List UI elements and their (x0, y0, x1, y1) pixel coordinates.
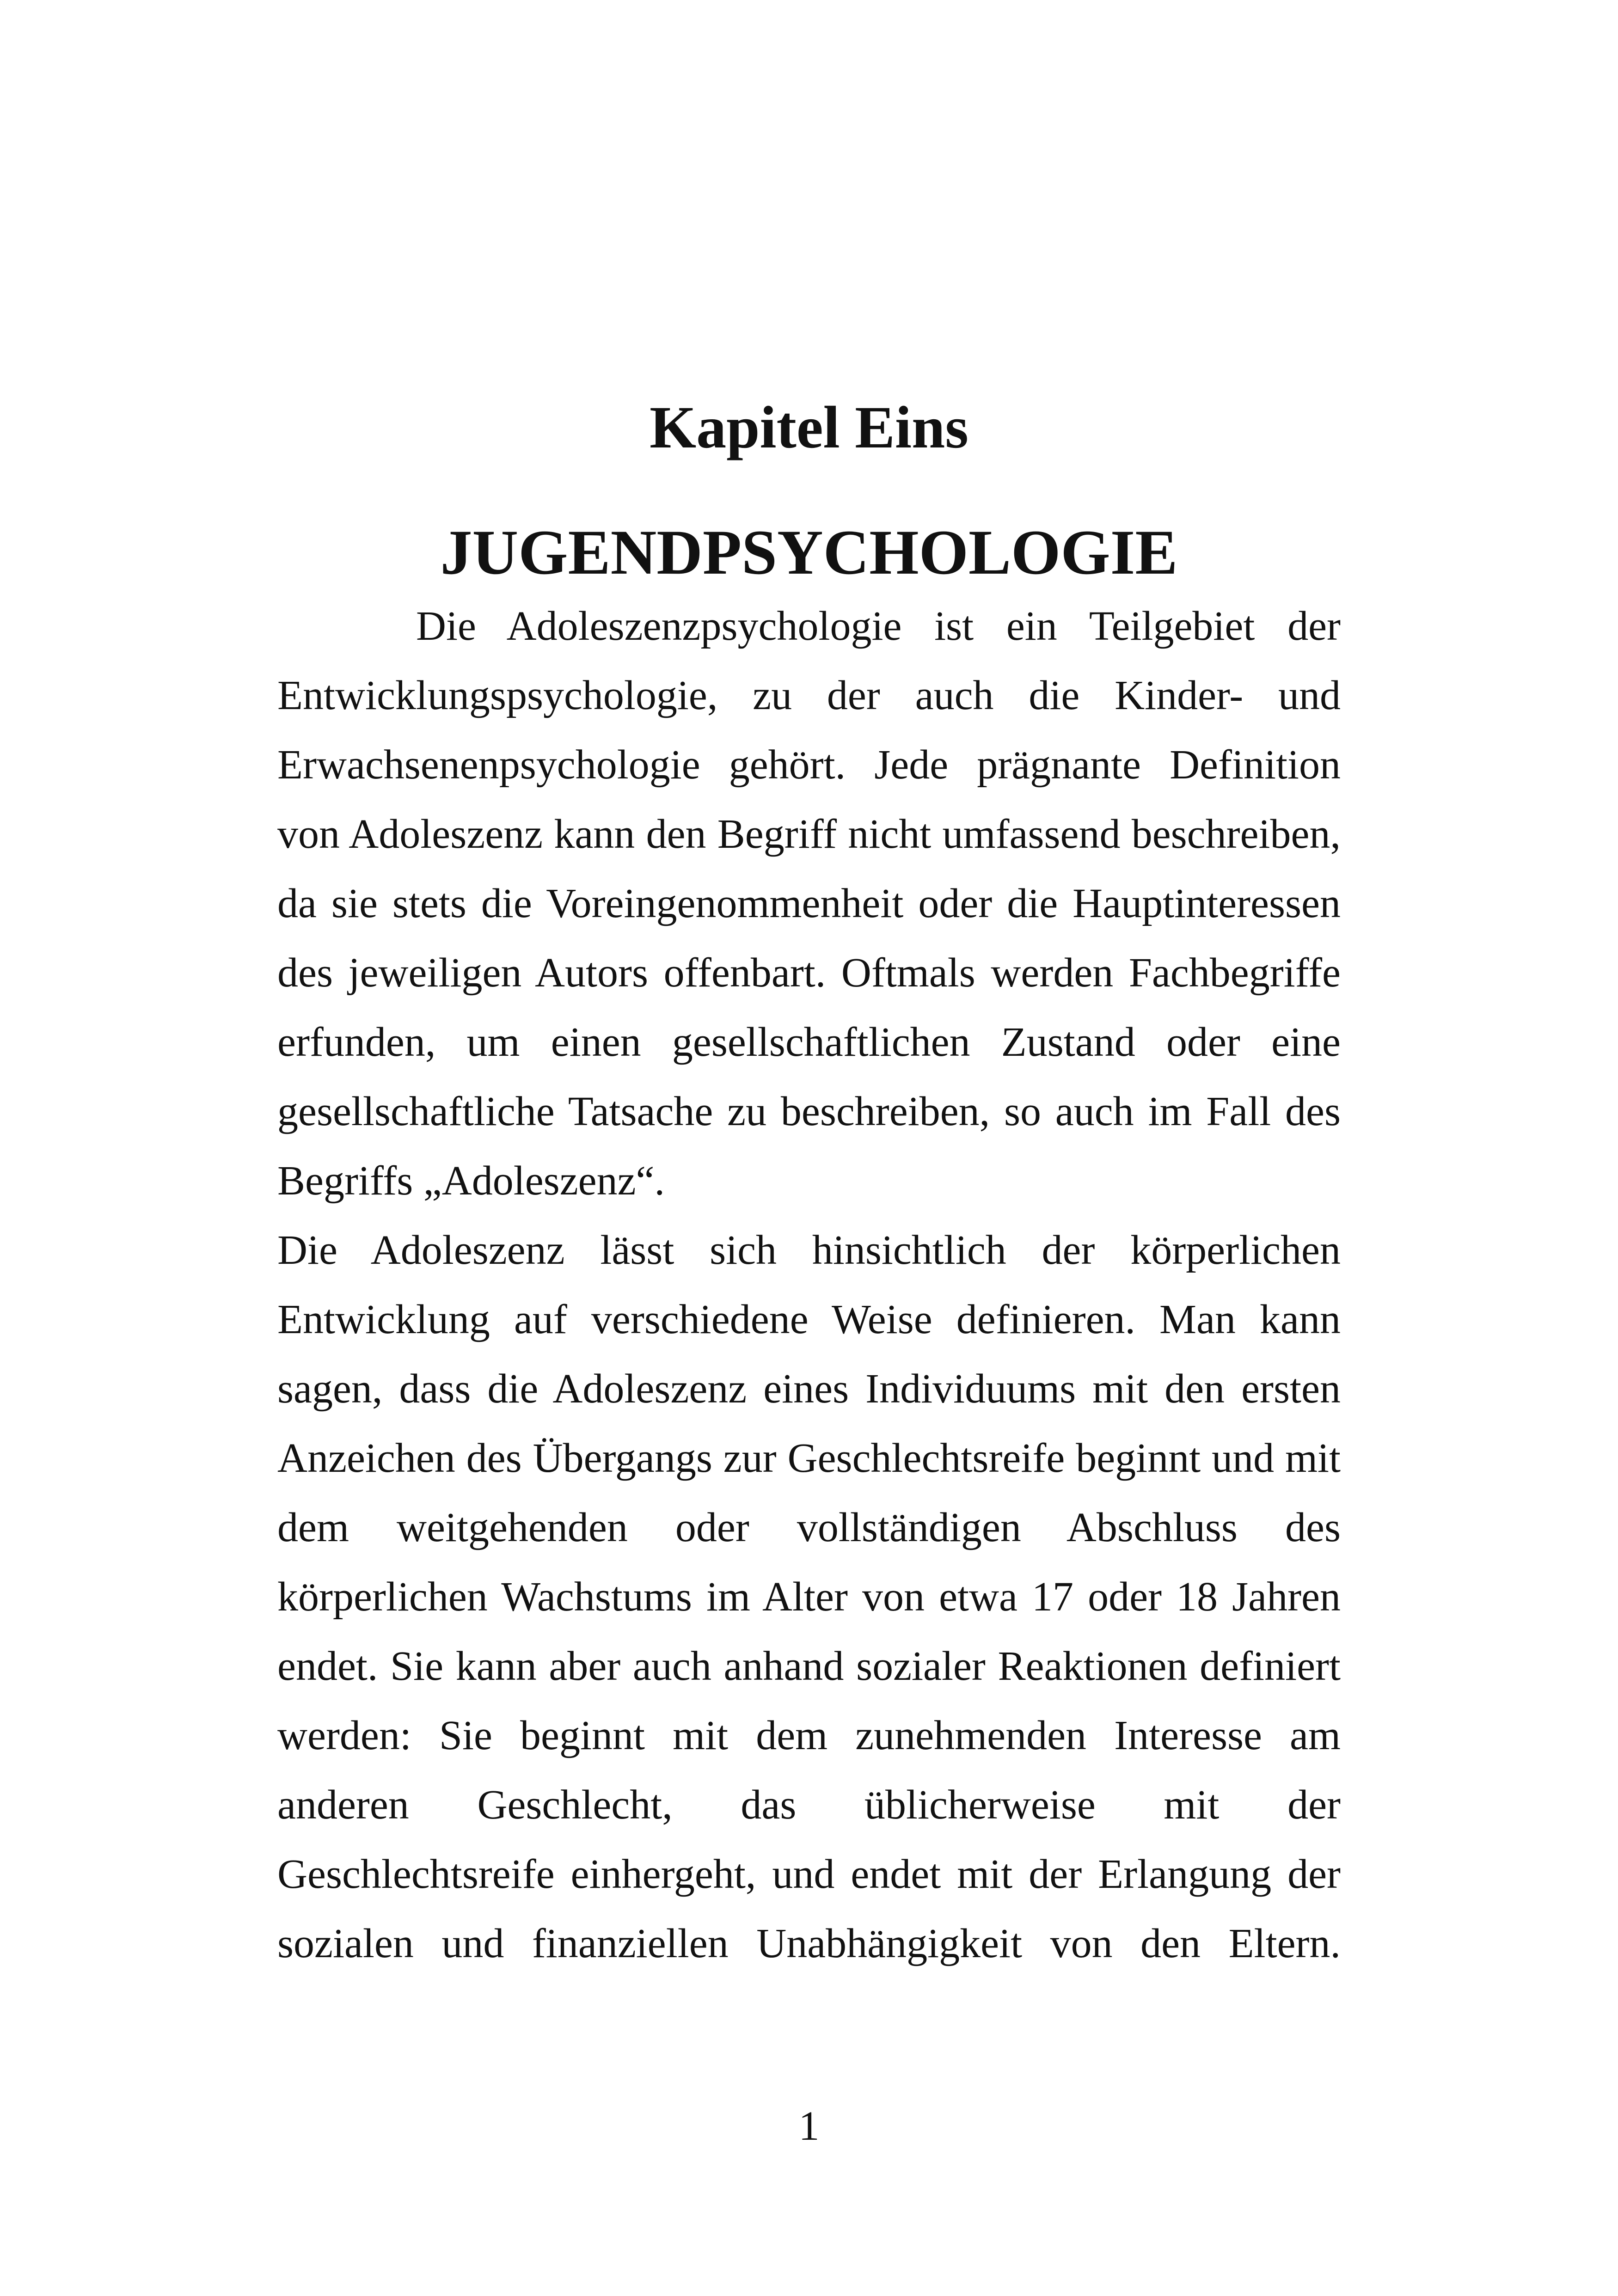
text-line: körperlichen Wachstums im Alter von etwa 17 oder 18 Jahren (277, 1574, 1341, 1620)
text-line: werden: Sie beginnt mit dem zunehmenden Interesse am (277, 1713, 1341, 1758)
text-line: dem weitgehenden oder vollständigen Abschluss des (277, 1505, 1341, 1550)
text-line: Entwicklungspsychologie, zu der auch die Kinder- und (277, 673, 1341, 718)
text-line: anderen Geschlecht, das üblicherweise mit der (277, 1782, 1341, 1828)
text-line: da sie stets die Voreingenommenheit oder die Hauptinteressen (277, 881, 1341, 926)
text-line: Die Adoleszenz lässt sich hinsichtlich der körperlichen (277, 1227, 1341, 1273)
text-line: sozialen und finanziellen Unabhängigkeit von den Eltern. (277, 1921, 1341, 1966)
text-line: des jeweiligen Autors offenbart. Oftmals werden Fachbegriffe (277, 950, 1341, 996)
page-number: 1 (798, 2103, 820, 2149)
text-line: Entwicklung auf verschiedene Weise definieren. Man kann (277, 1297, 1341, 1342)
text-line: sagen, dass die Adoleszenz eines Individuums mit den ersten (277, 1366, 1341, 1412)
body-text (277, 592, 1341, 1978)
chapter-label: Kapitel Eins (650, 394, 968, 461)
text-line: Erwachsenenpsychologie gehört. Jede prägnante Definition (277, 742, 1341, 788)
text-line: Geschlechtsreife einhergeht, und endet mit der Erlangung der (277, 1851, 1341, 1897)
text-line: erfunden, um einen gesellschaftlichen Zustand oder eine (277, 1019, 1341, 1065)
text-line: gesellschaftliche Tatsache zu beschreiben, so auch im Fall des (277, 1089, 1341, 1134)
text-line: Begriffs „Adoleszenz“. (277, 1158, 665, 1204)
text-line: Die Adoleszenzpsychologie ist ein Teilgebiet der (416, 603, 1341, 649)
chapter-title: JUGENDPSYCHOLOGIE (440, 517, 1178, 588)
text-line: endet. Sie kann aber auch anhand sozialer Reaktionen definiert (277, 1643, 1341, 1689)
text-line: von Adoleszenz kann den Begriff nicht umfassend beschreiben, (277, 811, 1341, 857)
text-line: Anzeichen des Übergangs zur Geschlechtsreife beginnt und mit (277, 1435, 1341, 1481)
